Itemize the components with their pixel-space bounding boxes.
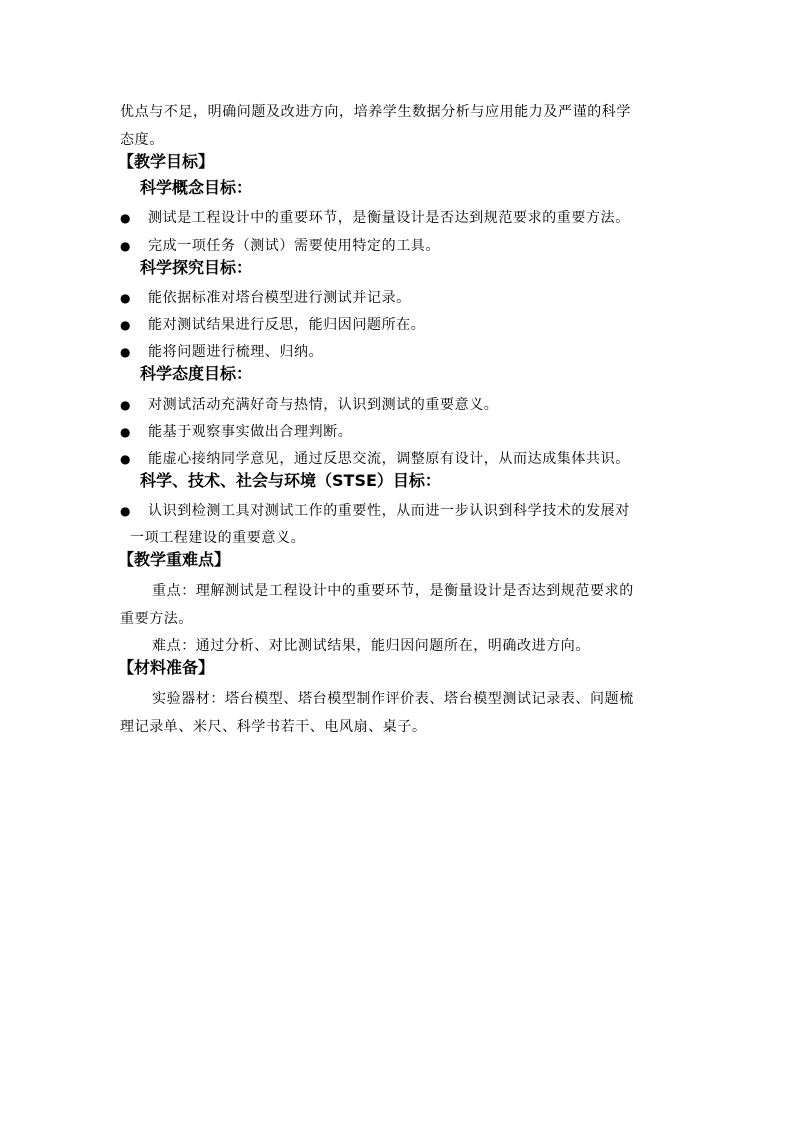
inquiry-item-text: 能将问题进行梳理、归纳。 xyxy=(148,344,324,360)
stse-heading: 科学、技术、社会与环境（STSE）目标： xyxy=(140,471,441,490)
bullet-icon: ● xyxy=(120,318,132,332)
attitude-item-text: 对测试活动充满好奇与热情，认识到测试的重要意义。 xyxy=(148,397,499,413)
key-point-line-2: 重要方法。 xyxy=(120,611,193,627)
intro-line-1: 优点与不足，明确问题及改进方向，培养学生数据分析与应用能力及严谨的科学 xyxy=(120,104,631,120)
list-item xyxy=(120,284,690,312)
bullet-icon: ● xyxy=(120,452,132,466)
bullet-icon: ● xyxy=(120,291,132,305)
key-difficult-heading: 【教学重难点】 xyxy=(118,550,231,569)
attitude-item-text: 能虚心接纳同学意见，通过反思交流，调整原有设计，从而达成集体共识。 xyxy=(148,451,630,467)
intro-line-2: 态度。 xyxy=(120,132,164,148)
stse-item-continuation: 一项工程建设的重要意义。 xyxy=(130,530,306,546)
concept-item-text: 测试是工程设计中的重要环节，是衡量设计是否达到规范要求的重要方法。 xyxy=(148,210,630,226)
list-item xyxy=(120,204,690,232)
stse-item-text: 认识到检测工具对测试工作的重要性，从而进一步认识到科学技术的发展对 xyxy=(148,503,630,519)
list-item xyxy=(120,418,690,446)
bullet-icon: ● xyxy=(120,239,132,253)
list-item xyxy=(120,497,690,525)
bullet-icon: ● xyxy=(120,211,132,225)
list-item xyxy=(120,311,690,339)
key-point-line-1: 重点：理解测试是工程设计中的重要环节，是衡量设计是否达到规范要求的 xyxy=(152,583,634,599)
inquiry-heading: 科学探究目标： xyxy=(140,258,253,277)
concept-heading: 科学概念目标： xyxy=(140,178,253,197)
bullet-icon: ● xyxy=(120,425,132,439)
inquiry-item-text: 能依据标准对塔台模型进行测试并记录。 xyxy=(148,290,411,306)
inquiry-item-text: 能对测试结果进行反思，能归因问题所在。 xyxy=(148,317,426,333)
concept-item-text: 完成一项任务（测试）需要使用特定的工具。 xyxy=(148,238,440,254)
materials-heading: 【材料准备】 xyxy=(118,658,215,677)
attitude-heading: 科学态度目标： xyxy=(140,364,253,383)
materials-line-2: 理记录单、米尺、科学书若干、电风扇、桌子。 xyxy=(120,719,427,735)
materials-line-1: 实验器材：塔台模型、塔台模型制作评价表、塔台模型测试记录表、问题梳 xyxy=(152,691,634,707)
list-item xyxy=(120,391,690,419)
attitude-item-text: 能基于观察事实做出合理判断。 xyxy=(148,424,353,440)
bullet-icon: ● xyxy=(120,504,132,518)
bullet-icon: ● xyxy=(120,398,132,412)
difficult-point: 难点：通过分析、对比测试结果，能归因问题所在，明确改进方向。 xyxy=(152,638,590,654)
bullet-icon: ● xyxy=(120,345,132,359)
objectives-heading: 【教学目标】 xyxy=(118,152,215,171)
